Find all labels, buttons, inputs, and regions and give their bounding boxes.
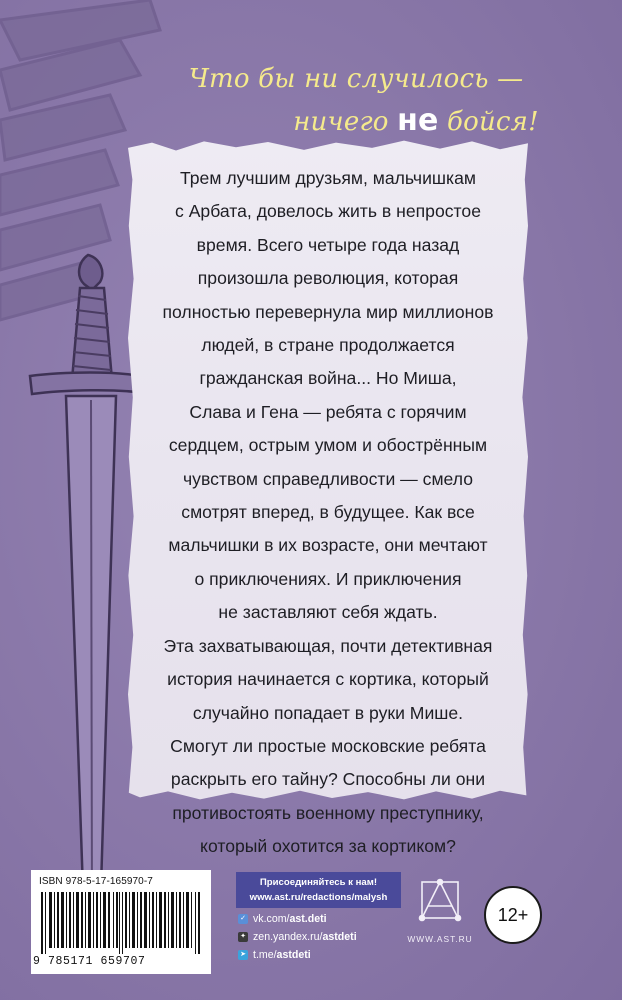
description-line: смотрят вперед, в будущее. Как все	[181, 502, 475, 523]
description-line: полностью перевернула мир миллионов	[162, 301, 494, 322]
tagline-line-2	[0, 100, 622, 143]
vk-link[interactable]	[236, 910, 406, 928]
zen-icon: ✦	[238, 932, 248, 942]
description-line: произошла революция, которая	[197, 268, 459, 289]
join-us-label: Присоединяйтесь к нам!	[259, 877, 378, 888]
isbn-label: ISBN 978-5-17-165970-7	[39, 876, 153, 887]
description-line: раскрыть его тайну? Способны ли они	[170, 769, 486, 790]
book-description	[152, 162, 504, 864]
barcode-number: 9 785171 659707	[33, 955, 146, 968]
description-line: время. Всего четыре года назад	[196, 234, 460, 255]
age-rating-badge: 12+	[484, 886, 542, 944]
telegram-handle: astdeti	[276, 949, 311, 961]
description-line: история начинается с кортика, который	[167, 669, 489, 690]
description-line: чувством справедливости — смело	[182, 468, 473, 489]
description-line: не заставляют себя ждать.	[218, 602, 438, 623]
description-line: мальчишки в их возрасте, они мечтают	[168, 535, 488, 556]
zen-link[interactable]	[236, 928, 406, 946]
telegram-prefix: t.me/	[253, 949, 277, 961]
tagline-line-1: Что бы ни случилось —	[188, 64, 524, 94]
zen-prefix: zen.yandex.ru/	[253, 931, 323, 943]
tagline-emphasis: не	[397, 103, 439, 138]
description-line: Смогут ли простые московские ребята	[170, 735, 486, 756]
isbn-barcode-block	[31, 870, 211, 974]
tagline-text-after: бойся!	[438, 107, 539, 137]
social-banner	[236, 872, 401, 908]
description-line: который охотится за кортиком?	[200, 836, 456, 857]
description-line: Эта захватывающая, почти детективная	[163, 635, 493, 656]
vk-handle: ast.deti	[289, 913, 327, 925]
description-line: сердцем, острым умом и обострённым	[168, 435, 488, 456]
vk-icon: ✓	[238, 914, 248, 924]
telegram-link[interactable]	[236, 946, 406, 964]
website-link[interactable]: www.ast.ru/redactions/malysh	[249, 892, 388, 903]
social-links	[236, 910, 406, 964]
zen-handle: astdeti	[322, 931, 357, 943]
tagline-text-before: ничего	[293, 107, 398, 137]
description-line: с Арбата, довелось жить в непростое	[175, 201, 481, 222]
description-line: противостоять военному преступнику,	[172, 802, 484, 823]
description-line: людей, в стране продолжается	[201, 335, 455, 356]
barcode	[41, 892, 201, 954]
description-line: Слава и Гена — ребята с горячим	[189, 401, 467, 422]
ast-logo-icon	[412, 878, 468, 924]
publisher-url[interactable]: WWW.AST.RU	[407, 934, 473, 944]
description-line: Трем лучшим друзьям, мальчишкам	[180, 168, 476, 188]
description-line: о приключениях. И приключения	[194, 568, 462, 589]
description-line: случайно попадает в руки Мише.	[192, 702, 464, 723]
telegram-icon: ➤	[238, 950, 248, 960]
vk-prefix: vk.com/	[253, 913, 290, 925]
description-line: гражданская война... Но Миша,	[199, 368, 457, 389]
tagline	[0, 58, 622, 143]
